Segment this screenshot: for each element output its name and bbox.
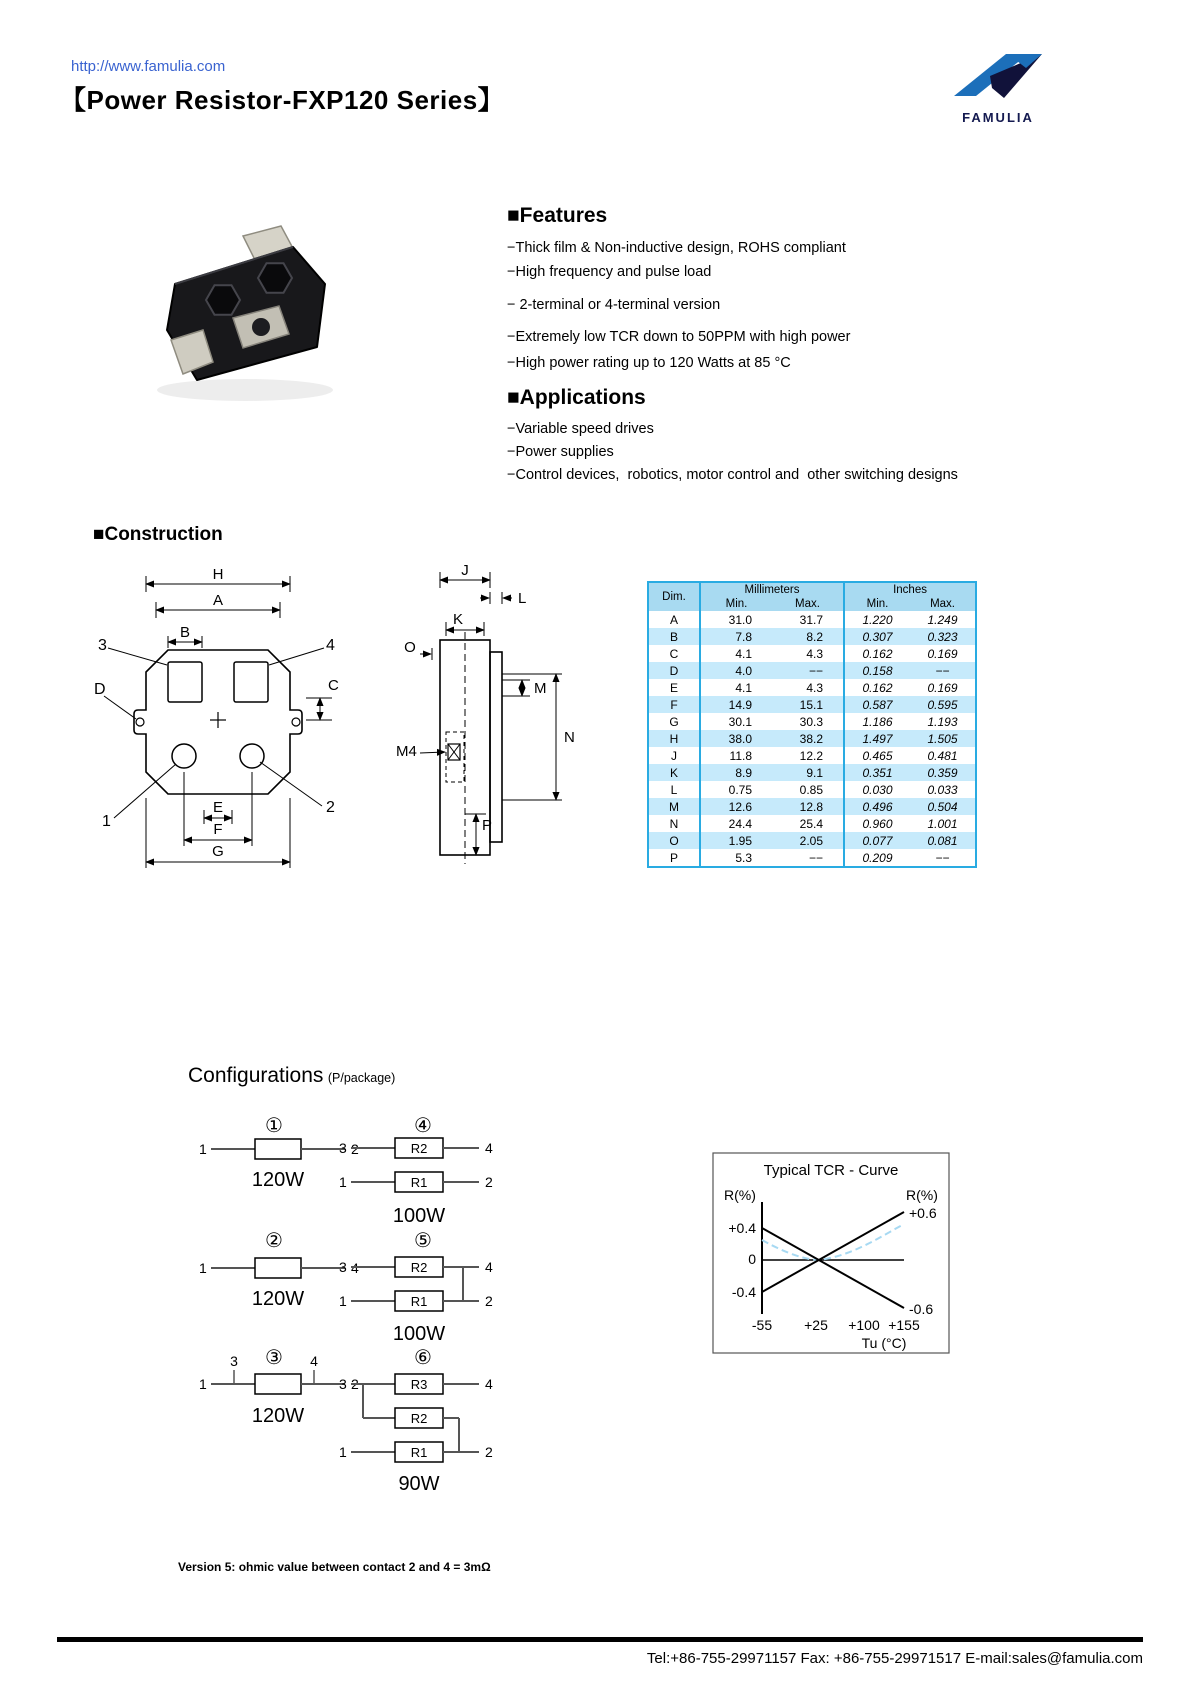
table-row	[648, 781, 976, 798]
table-cell: P	[669, 850, 678, 865]
table-cell: 0.033	[927, 782, 958, 797]
resistor-label: R3	[410, 1377, 428, 1392]
company-logo	[948, 50, 1048, 145]
website-url: http://www.famulia.com	[71, 58, 226, 75]
square-hole-right	[234, 662, 268, 702]
table-cell: J	[671, 748, 677, 763]
table-cell: 12.2	[799, 748, 824, 763]
terminal-label: 4	[485, 1259, 493, 1275]
logo-text: FAMULIA	[962, 110, 1034, 125]
tcr-chart	[712, 1152, 950, 1359]
feature-item: −Extremely low TCR down to 50PPM with high power	[507, 329, 851, 345]
terminal-label: 3	[339, 1140, 347, 1156]
terminal-label: 1	[339, 1444, 347, 1460]
table-cell: 0.504	[910, 798, 976, 815]
table-cell: N	[669, 816, 679, 831]
terminal-label: 2	[351, 1141, 359, 1157]
table-cell: −−	[772, 662, 844, 679]
col-header-mm-max: Max.	[772, 597, 844, 611]
table-cell: 11.8	[700, 747, 772, 764]
table-cell: B	[648, 628, 700, 645]
feature-item: −High power rating up to 120 Watts at 85 °C	[507, 355, 791, 371]
terminal-label: 1	[339, 1293, 347, 1309]
terminal-label: 1	[199, 1141, 207, 1157]
screw-hole	[252, 318, 270, 336]
table-row	[648, 849, 976, 867]
config-number: ⑥	[414, 1347, 432, 1369]
power-rating: 120W	[251, 1288, 305, 1307]
col-header-millimeters: Millimeters	[700, 582, 844, 597]
hex-hole-left	[206, 285, 240, 314]
table-cell: 8.9	[700, 764, 772, 781]
chart-title: Typical TCR - Curve	[763, 1162, 899, 1179]
table-cell: 0.169	[927, 680, 958, 695]
table-row	[648, 628, 976, 645]
config-number: ①	[265, 1115, 283, 1137]
table-cell: 15.1	[772, 696, 844, 713]
table-cell: 0.158	[844, 662, 910, 679]
table-cell: A	[669, 612, 678, 627]
table-cell: 0.169	[927, 646, 958, 661]
terminal-label-4: 4	[326, 637, 335, 654]
terminal-label: 1	[199, 1260, 207, 1276]
feature-item: −High frequency and pulse load	[507, 264, 712, 280]
resistor-label: R1	[410, 1175, 428, 1190]
col-header-inches: Inches	[844, 582, 976, 597]
x-axis-label: Tu (°C)	[861, 1335, 907, 1351]
tap-label: 3	[230, 1353, 238, 1369]
table-cell: 14.9	[700, 696, 772, 713]
table-cell: 4.1	[700, 679, 772, 696]
table-cell: C	[669, 646, 679, 661]
construction-side-view	[388, 562, 583, 912]
resistor-box	[255, 1139, 301, 1159]
product-photo	[145, 222, 345, 417]
table-cell: O	[648, 832, 700, 849]
config-6-diagram	[335, 1340, 495, 1503]
table-row	[648, 730, 976, 747]
terminal-label: 2	[485, 1444, 493, 1460]
dim-label-h: H	[212, 566, 224, 583]
terminal-label: 2	[351, 1376, 359, 1392]
table-cell: 0.209	[844, 849, 910, 867]
resistor-label: R1	[410, 1294, 428, 1309]
col-header-dim: Dim.	[648, 582, 700, 611]
table-cell: 4.3	[806, 646, 824, 661]
table-cell: 2.05	[772, 832, 844, 849]
table-cell: 24.4	[700, 815, 772, 832]
terminal-label: 4	[485, 1376, 493, 1392]
table-cell: 31.7	[799, 612, 824, 627]
col-header-in-max: Max.	[910, 597, 976, 611]
table-cell: L	[670, 782, 678, 797]
table-row	[648, 662, 976, 679]
table-row	[648, 645, 976, 662]
tick-plus06: +0.6	[909, 1205, 937, 1221]
power-rating: 100W	[392, 1323, 446, 1345]
application-item: −Control devices, robotics, motor control and other switching designs	[507, 467, 958, 483]
table-cell: 0.162	[844, 645, 910, 662]
table-cell: 1.505	[910, 730, 976, 747]
terminal-label: 1	[199, 1376, 207, 1392]
tick-zero: 0	[748, 1251, 756, 1267]
table-cell: 1.95	[700, 832, 772, 849]
version-note: Version 5: ohmic value between contact 2 and 4 = 3mΩ	[178, 1560, 491, 1574]
dim-label-k: K	[452, 611, 464, 628]
footer-contact: Tel:+86-755-29971157 Fax: +86-755-29971517 E-mail:sales@famulia.com	[646, 1650, 1143, 1667]
terminal-label: 4	[485, 1140, 493, 1156]
table-cell: F	[648, 696, 700, 713]
terminal-label: 4	[351, 1260, 359, 1276]
table-cell: 0.162	[844, 679, 910, 696]
table-cell: 9.1	[772, 764, 844, 781]
y-axis-label-left: R(%)	[724, 1187, 756, 1203]
table-cell: 25.4	[799, 816, 824, 831]
table-row	[648, 713, 976, 730]
config-5-diagram	[335, 1225, 495, 1352]
square-hole-left	[168, 662, 202, 702]
table-cell: M	[648, 798, 700, 815]
dim-label-d: D	[94, 681, 106, 698]
table-row	[648, 611, 976, 628]
table-cell: 0.351	[844, 764, 910, 781]
table-row	[648, 798, 976, 815]
config-number: ④	[414, 1115, 432, 1137]
feature-item: − 2-terminal or 4-terminal version	[507, 297, 721, 313]
table-cell: 7.8	[700, 628, 772, 645]
y-axis-label-right: R(%)	[906, 1187, 938, 1203]
table-cell: 30.1	[700, 713, 772, 730]
config-4-diagram	[335, 1110, 495, 1235]
config-number: ②	[265, 1230, 283, 1252]
power-rating: 120W	[251, 1405, 305, 1427]
table-cell: 1.001	[927, 816, 958, 831]
table-cell: 8.2	[772, 628, 844, 645]
table-cell: 4.1	[700, 645, 772, 662]
construction-top-view	[88, 562, 358, 912]
power-rating: 90W	[398, 1473, 440, 1495]
resistor-box	[255, 1374, 301, 1394]
resistor-label: R2	[410, 1411, 428, 1426]
terminal-label-1: 1	[102, 813, 111, 830]
table-cell: 4.3	[806, 680, 824, 695]
table-cell: 1.497	[844, 730, 910, 747]
page-title: 【Power Resistor-FXP120 Series】	[60, 85, 505, 115]
tap-label: 4	[310, 1353, 318, 1369]
table-cell: 0.081	[910, 832, 976, 849]
dim-label-j: J	[461, 562, 469, 579]
table-cell: 0.030	[844, 781, 910, 798]
tick-minus04: -0.4	[731, 1284, 756, 1300]
table-cell: 12.6	[700, 798, 772, 815]
table-cell: D	[648, 662, 700, 679]
table-cell: 0.359	[910, 764, 976, 781]
side-plate	[490, 652, 502, 842]
x-tick: +155	[888, 1317, 920, 1333]
x-tick: -55	[751, 1317, 773, 1333]
tick-plus04: +0.4	[728, 1220, 756, 1236]
col-header-mm-min: Min.	[700, 597, 772, 611]
dimensions-table	[647, 581, 977, 868]
table-cell: 0.077	[844, 832, 910, 849]
terminal-label-3: 3	[98, 637, 107, 654]
terminal-label: 3	[339, 1259, 347, 1275]
terminal-label: 2	[485, 1293, 493, 1309]
configurations-heading	[188, 1064, 395, 1088]
config-number: ⑤	[414, 1230, 432, 1252]
dim-label-a: A	[212, 592, 224, 609]
configurations-subtitle: (P/package)	[327, 1071, 396, 1085]
table-cell: 4.0	[700, 662, 772, 679]
table-cell: 0.75	[700, 781, 772, 798]
table-cell: 1.249	[927, 612, 958, 627]
dim-label-c: C	[328, 677, 339, 694]
applications-heading: ■Applications	[507, 386, 646, 409]
table-cell: 1.193	[927, 714, 958, 729]
table-cell: −−	[935, 850, 950, 865]
dim-label-p: P	[482, 817, 493, 834]
table-cell: 38.0	[700, 730, 772, 747]
dim-label-l: L	[518, 590, 527, 607]
terminal-label: 3	[339, 1376, 347, 1392]
table-cell: 30.3	[799, 714, 824, 729]
resistor-label: R2	[410, 1141, 428, 1156]
resistor-box	[255, 1258, 301, 1278]
table-cell: 1.220	[844, 611, 910, 628]
terminal-label-2: 2	[326, 799, 335, 816]
dim-label-b: B	[179, 624, 191, 641]
terminal-label: 1	[339, 1174, 347, 1190]
config-number: ③	[265, 1347, 283, 1369]
configurations-title: Configurations	[188, 1064, 324, 1087]
table-cell: 38.2	[772, 730, 844, 747]
table-cell: H	[648, 730, 700, 747]
dims-table-body	[648, 611, 976, 867]
resistor-label: R2	[410, 1260, 428, 1275]
col-header-in-min: Min.	[844, 597, 910, 611]
dim-label-f: F	[213, 821, 223, 838]
table-row	[648, 832, 976, 849]
table-cell: 1.186	[844, 713, 910, 730]
table-cell: 12.8	[772, 798, 844, 815]
table-cell: 0.595	[910, 696, 976, 713]
dim-label-e: E	[212, 799, 224, 816]
x-tick: +25	[804, 1317, 828, 1333]
table-cell: 0.587	[844, 696, 910, 713]
power-rating: 100W	[392, 1205, 446, 1227]
application-item: −Variable speed drives	[507, 421, 654, 437]
table-cell: 0.465	[844, 747, 910, 764]
construction-heading: ■Construction	[93, 524, 223, 545]
table-cell: 0.481	[927, 748, 958, 763]
resistor-label: R1	[410, 1445, 428, 1460]
table-cell: E	[669, 680, 678, 695]
power-rating: 120W	[251, 1169, 305, 1191]
table-row	[648, 815, 976, 832]
terminal-label: 2	[485, 1174, 493, 1190]
dim-label-o: O	[404, 639, 416, 656]
table-cell: 0.496	[844, 798, 910, 815]
applications-section	[507, 386, 1092, 485]
dim-label-n: N	[564, 729, 575, 746]
table-cell: 5.3	[700, 849, 772, 867]
table-cell: −−	[910, 662, 976, 679]
table-cell: −−	[809, 850, 824, 865]
footer-divider	[57, 1637, 1143, 1642]
x-tick: +100	[848, 1317, 880, 1333]
table-cell: 0.307	[844, 628, 910, 645]
hex-hole-right	[258, 263, 292, 292]
table-cell: K	[648, 764, 700, 781]
table-row	[648, 696, 976, 713]
table-cell: 0.85	[799, 782, 824, 797]
dim-label-m: M	[534, 680, 547, 697]
table-cell: 31.0	[700, 611, 772, 628]
application-item: −Power supplies	[507, 444, 614, 460]
table-row	[648, 747, 976, 764]
table-cell: G	[669, 714, 679, 729]
features-section	[507, 204, 1092, 373]
tick-minus06: -0.6	[909, 1301, 934, 1317]
table-cell: 0.960	[844, 815, 910, 832]
mounting-hole-right	[240, 744, 264, 768]
table-cell: 0.323	[910, 628, 976, 645]
dim-label-g: G	[212, 843, 224, 860]
table-row	[648, 764, 976, 781]
table-row	[648, 679, 976, 696]
features-heading: ■Features	[507, 204, 608, 227]
dim-label-m4: M4	[396, 743, 417, 760]
feature-item: −Thick film & Non-inductive design, ROHS compliant	[507, 240, 846, 256]
